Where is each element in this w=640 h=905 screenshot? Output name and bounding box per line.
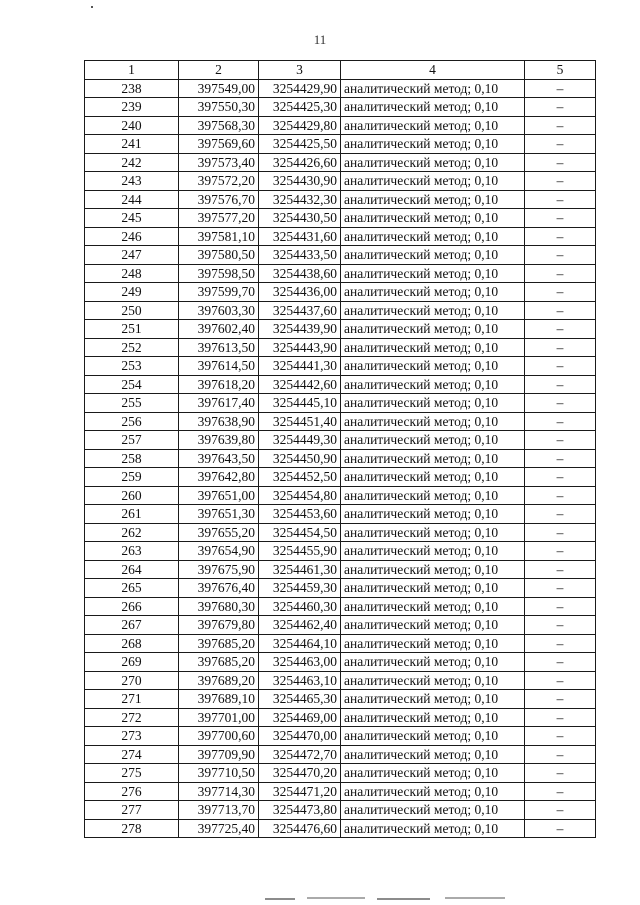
cell-y-coordinate: 3254430,90 xyxy=(259,172,341,191)
cell-point-number: 243 xyxy=(85,172,179,191)
table-row xyxy=(85,338,596,357)
cell-note: – xyxy=(525,616,596,635)
cell-y-coordinate: 3254454,80 xyxy=(259,486,341,505)
cell-point-number: 244 xyxy=(85,190,179,209)
cell-x-coordinate: 397602,40 xyxy=(179,320,259,339)
cell-method-accuracy: аналитический метод; 0,10 xyxy=(341,375,525,394)
cell-note: – xyxy=(525,116,596,135)
cell-note: – xyxy=(525,338,596,357)
cell-method-accuracy: аналитический метод; 0,10 xyxy=(341,79,525,98)
cell-x-coordinate: 397572,20 xyxy=(179,172,259,191)
cell-note: – xyxy=(525,431,596,450)
cell-x-coordinate: 397577,20 xyxy=(179,209,259,228)
cell-y-coordinate: 3254455,90 xyxy=(259,542,341,561)
cell-y-coordinate: 3254443,90 xyxy=(259,338,341,357)
cell-method-accuracy: аналитический метод; 0,10 xyxy=(341,98,525,117)
cell-point-number: 245 xyxy=(85,209,179,228)
cell-y-coordinate: 3254433,50 xyxy=(259,246,341,265)
table-row xyxy=(85,616,596,635)
cell-x-coordinate: 397685,20 xyxy=(179,653,259,672)
cell-method-accuracy: аналитический метод; 0,10 xyxy=(341,708,525,727)
cell-x-coordinate: 397643,50 xyxy=(179,449,259,468)
cell-x-coordinate: 397725,40 xyxy=(179,819,259,838)
cell-note: – xyxy=(525,782,596,801)
cell-method-accuracy: аналитический метод; 0,10 xyxy=(341,727,525,746)
cell-point-number: 261 xyxy=(85,505,179,524)
table-row xyxy=(85,209,596,228)
footer-scan-artifact xyxy=(255,893,515,901)
cell-note: – xyxy=(525,209,596,228)
cell-y-coordinate: 3254437,60 xyxy=(259,301,341,320)
cell-y-coordinate: 3254432,30 xyxy=(259,190,341,209)
cell-y-coordinate: 3254473,80 xyxy=(259,801,341,820)
cell-method-accuracy: аналитический метод; 0,10 xyxy=(341,135,525,154)
cell-method-accuracy: аналитический метод; 0,10 xyxy=(341,264,525,283)
cell-method-accuracy: аналитический метод; 0,10 xyxy=(341,505,525,524)
cell-note: – xyxy=(525,727,596,746)
cell-method-accuracy: аналитический метод; 0,10 xyxy=(341,320,525,339)
cell-y-coordinate: 3254472,70 xyxy=(259,745,341,764)
cell-point-number: 277 xyxy=(85,801,179,820)
table-row xyxy=(85,745,596,764)
table-row xyxy=(85,301,596,320)
cell-x-coordinate: 397689,10 xyxy=(179,690,259,709)
cell-y-coordinate: 3254442,60 xyxy=(259,375,341,394)
cell-x-coordinate: 397679,80 xyxy=(179,616,259,635)
cell-y-coordinate: 3254426,60 xyxy=(259,153,341,172)
cell-note: – xyxy=(525,560,596,579)
cell-method-accuracy: аналитический метод; 0,10 xyxy=(341,412,525,431)
table-row xyxy=(85,264,596,283)
cell-point-number: 262 xyxy=(85,523,179,542)
cell-note: – xyxy=(525,634,596,653)
table-row xyxy=(85,486,596,505)
table-row xyxy=(85,116,596,135)
cell-method-accuracy: аналитический метод; 0,10 xyxy=(341,523,525,542)
cell-method-accuracy: аналитический метод; 0,10 xyxy=(341,782,525,801)
cell-method-accuracy: аналитический метод; 0,10 xyxy=(341,357,525,376)
cell-point-number: 263 xyxy=(85,542,179,561)
cell-note: – xyxy=(525,542,596,561)
cell-y-coordinate: 3254464,10 xyxy=(259,634,341,653)
cell-y-coordinate: 3254459,30 xyxy=(259,579,341,598)
cell-point-number: 275 xyxy=(85,764,179,783)
cell-method-accuracy: аналитический метод; 0,10 xyxy=(341,801,525,820)
cell-method-accuracy: аналитический метод; 0,10 xyxy=(341,449,525,468)
cell-y-coordinate: 3254460,30 xyxy=(259,597,341,616)
cell-note: – xyxy=(525,468,596,487)
cell-x-coordinate: 397638,90 xyxy=(179,412,259,431)
column-header-1: 1 xyxy=(85,61,179,80)
column-header-4: 4 xyxy=(341,61,525,80)
cell-y-coordinate: 3254463,00 xyxy=(259,653,341,672)
cell-x-coordinate: 397550,30 xyxy=(179,98,259,117)
cell-method-accuracy: аналитический метод; 0,10 xyxy=(341,209,525,228)
cell-method-accuracy: аналитический метод; 0,10 xyxy=(341,745,525,764)
cell-x-coordinate: 397655,20 xyxy=(179,523,259,542)
cell-note: – xyxy=(525,412,596,431)
cell-point-number: 264 xyxy=(85,560,179,579)
cell-method-accuracy: аналитический метод; 0,10 xyxy=(341,764,525,783)
cell-point-number: 265 xyxy=(85,579,179,598)
cell-y-coordinate: 3254462,40 xyxy=(259,616,341,635)
cell-note: – xyxy=(525,283,596,302)
cell-y-coordinate: 3254449,30 xyxy=(259,431,341,450)
table-row xyxy=(85,190,596,209)
cell-y-coordinate: 3254451,40 xyxy=(259,412,341,431)
cell-y-coordinate: 3254450,90 xyxy=(259,449,341,468)
cell-point-number: 271 xyxy=(85,690,179,709)
table-row xyxy=(85,431,596,450)
cell-note: – xyxy=(525,135,596,154)
cell-note: – xyxy=(525,597,596,616)
cell-note: – xyxy=(525,190,596,209)
table-row xyxy=(85,671,596,690)
table-row xyxy=(85,246,596,265)
cell-point-number: 257 xyxy=(85,431,179,450)
table-row xyxy=(85,79,596,98)
column-header-2: 2 xyxy=(179,61,259,80)
cell-method-accuracy: аналитический метод; 0,10 xyxy=(341,153,525,172)
cell-method-accuracy: аналитический метод; 0,10 xyxy=(341,486,525,505)
cell-point-number: 267 xyxy=(85,616,179,635)
cell-x-coordinate: 397676,40 xyxy=(179,579,259,598)
cell-note: – xyxy=(525,264,596,283)
cell-x-coordinate: 397701,00 xyxy=(179,708,259,727)
cell-y-coordinate: 3254470,20 xyxy=(259,764,341,783)
cell-method-accuracy: аналитический метод; 0,10 xyxy=(341,227,525,246)
cell-x-coordinate: 397580,50 xyxy=(179,246,259,265)
cell-x-coordinate: 397549,00 xyxy=(179,79,259,98)
cell-point-number: 276 xyxy=(85,782,179,801)
column-header-3: 3 xyxy=(259,61,341,80)
table-row xyxy=(85,449,596,468)
table-row xyxy=(85,412,596,431)
cell-note: – xyxy=(525,320,596,339)
cell-method-accuracy: аналитический метод; 0,10 xyxy=(341,283,525,302)
cell-point-number: 247 xyxy=(85,246,179,265)
cell-y-coordinate: 3254463,10 xyxy=(259,671,341,690)
table-row xyxy=(85,708,596,727)
table-row xyxy=(85,153,596,172)
cell-note: – xyxy=(525,301,596,320)
cell-point-number: 238 xyxy=(85,79,179,98)
cell-point-number: 250 xyxy=(85,301,179,320)
table-row xyxy=(85,468,596,487)
table-body xyxy=(85,79,596,838)
cell-method-accuracy: аналитический метод; 0,10 xyxy=(341,597,525,616)
cell-point-number: 253 xyxy=(85,357,179,376)
table-row xyxy=(85,634,596,653)
cell-point-number: 270 xyxy=(85,671,179,690)
cell-note: – xyxy=(525,394,596,413)
cell-method-accuracy: аналитический метод; 0,10 xyxy=(341,190,525,209)
cell-point-number: 274 xyxy=(85,745,179,764)
cell-x-coordinate: 397569,60 xyxy=(179,135,259,154)
cell-note: – xyxy=(525,357,596,376)
cell-x-coordinate: 397651,30 xyxy=(179,505,259,524)
cell-note: – xyxy=(525,227,596,246)
cell-method-accuracy: аналитический метод; 0,10 xyxy=(341,579,525,598)
cell-y-coordinate: 3254438,60 xyxy=(259,264,341,283)
cell-point-number: 272 xyxy=(85,708,179,727)
cell-method-accuracy: аналитический метод; 0,10 xyxy=(341,431,525,450)
cell-point-number: 256 xyxy=(85,412,179,431)
cell-method-accuracy: аналитический метод; 0,10 xyxy=(341,301,525,320)
cell-point-number: 246 xyxy=(85,227,179,246)
table-row xyxy=(85,542,596,561)
cell-point-number: 248 xyxy=(85,264,179,283)
cell-note: – xyxy=(525,79,596,98)
cell-method-accuracy: аналитический метод; 0,10 xyxy=(341,819,525,838)
cell-x-coordinate: 397598,50 xyxy=(179,264,259,283)
cell-x-coordinate: 397642,80 xyxy=(179,468,259,487)
table-row xyxy=(85,227,596,246)
table-row xyxy=(85,560,596,579)
coordinates-table xyxy=(84,60,596,838)
cell-x-coordinate: 397700,60 xyxy=(179,727,259,746)
cell-point-number: 278 xyxy=(85,819,179,838)
cell-y-coordinate: 3254431,60 xyxy=(259,227,341,246)
cell-note: – xyxy=(525,579,596,598)
table-row xyxy=(85,172,596,191)
cell-note: – xyxy=(525,819,596,838)
cell-point-number: 241 xyxy=(85,135,179,154)
table-row xyxy=(85,375,596,394)
table-row xyxy=(85,764,596,783)
cell-point-number: 273 xyxy=(85,727,179,746)
table-header-row xyxy=(85,61,596,80)
cell-x-coordinate: 397568,30 xyxy=(179,116,259,135)
table-row xyxy=(85,653,596,672)
cell-y-coordinate: 3254425,30 xyxy=(259,98,341,117)
cell-method-accuracy: аналитический метод; 0,10 xyxy=(341,172,525,191)
cell-point-number: 240 xyxy=(85,116,179,135)
cell-x-coordinate: 397618,20 xyxy=(179,375,259,394)
cell-point-number: 266 xyxy=(85,597,179,616)
cell-note: – xyxy=(525,653,596,672)
cell-method-accuracy: аналитический метод; 0,10 xyxy=(341,616,525,635)
cell-x-coordinate: 397689,20 xyxy=(179,671,259,690)
table-row xyxy=(85,597,596,616)
table-row xyxy=(85,135,596,154)
cell-point-number: 249 xyxy=(85,283,179,302)
page-number: 11 xyxy=(313,32,327,47)
cell-method-accuracy: аналитический метод; 0,10 xyxy=(341,394,525,413)
cell-y-coordinate: 3254439,90 xyxy=(259,320,341,339)
table-row xyxy=(85,357,596,376)
cell-method-accuracy: аналитический метод; 0,10 xyxy=(341,246,525,265)
cell-y-coordinate: 3254469,00 xyxy=(259,708,341,727)
cell-x-coordinate: 397714,30 xyxy=(179,782,259,801)
cell-point-number: 269 xyxy=(85,653,179,672)
cell-note: – xyxy=(525,153,596,172)
cell-y-coordinate: 3254465,30 xyxy=(259,690,341,709)
cell-point-number: 260 xyxy=(85,486,179,505)
cell-note: – xyxy=(525,449,596,468)
table-row xyxy=(85,801,596,820)
cell-x-coordinate: 397709,90 xyxy=(179,745,259,764)
cell-y-coordinate: 3254453,60 xyxy=(259,505,341,524)
cell-note: – xyxy=(525,98,596,117)
cell-note: – xyxy=(525,745,596,764)
cell-point-number: 259 xyxy=(85,468,179,487)
cell-x-coordinate: 397573,40 xyxy=(179,153,259,172)
cell-point-number: 242 xyxy=(85,153,179,172)
cell-method-accuracy: аналитический метод; 0,10 xyxy=(341,671,525,690)
cell-note: – xyxy=(525,505,596,524)
cell-method-accuracy: аналитический метод; 0,10 xyxy=(341,338,525,357)
cell-note: – xyxy=(525,246,596,265)
cell-y-coordinate: 3254436,00 xyxy=(259,283,341,302)
cell-y-coordinate: 3254430,50 xyxy=(259,209,341,228)
cell-method-accuracy: аналитический метод; 0,10 xyxy=(341,542,525,561)
cell-point-number: 268 xyxy=(85,634,179,653)
cell-y-coordinate: 3254445,10 xyxy=(259,394,341,413)
cell-note: – xyxy=(525,708,596,727)
cell-y-coordinate: 3254452,50 xyxy=(259,468,341,487)
cell-note: – xyxy=(525,690,596,709)
cell-note: – xyxy=(525,375,596,394)
cell-note: – xyxy=(525,486,596,505)
cell-x-coordinate: 397617,40 xyxy=(179,394,259,413)
cell-note: – xyxy=(525,801,596,820)
table-row xyxy=(85,782,596,801)
cell-y-coordinate: 3254454,50 xyxy=(259,523,341,542)
cell-method-accuracy: аналитический метод; 0,10 xyxy=(341,690,525,709)
scan-speck xyxy=(91,6,93,8)
cell-x-coordinate: 397651,00 xyxy=(179,486,259,505)
cell-method-accuracy: аналитический метод; 0,10 xyxy=(341,634,525,653)
cell-point-number: 239 xyxy=(85,98,179,117)
cell-x-coordinate: 397614,50 xyxy=(179,357,259,376)
cell-x-coordinate: 397680,30 xyxy=(179,597,259,616)
cell-y-coordinate: 3254476,60 xyxy=(259,819,341,838)
cell-x-coordinate: 397613,50 xyxy=(179,338,259,357)
table-row xyxy=(85,690,596,709)
table-row xyxy=(85,505,596,524)
cell-method-accuracy: аналитический метод; 0,10 xyxy=(341,468,525,487)
table-row xyxy=(85,98,596,117)
cell-x-coordinate: 397713,70 xyxy=(179,801,259,820)
cell-x-coordinate: 397710,50 xyxy=(179,764,259,783)
cell-x-coordinate: 397654,90 xyxy=(179,542,259,561)
cell-method-accuracy: аналитический метод; 0,10 xyxy=(341,560,525,579)
cell-note: – xyxy=(525,671,596,690)
cell-x-coordinate: 397685,20 xyxy=(179,634,259,653)
cell-note: – xyxy=(525,172,596,191)
table-row xyxy=(85,283,596,302)
cell-point-number: 252 xyxy=(85,338,179,357)
table-row xyxy=(85,819,596,838)
table-row xyxy=(85,727,596,746)
table-row xyxy=(85,579,596,598)
cell-y-coordinate: 3254441,30 xyxy=(259,357,341,376)
cell-x-coordinate: 397603,30 xyxy=(179,301,259,320)
cell-y-coordinate: 3254425,50 xyxy=(259,135,341,154)
cell-x-coordinate: 397581,10 xyxy=(179,227,259,246)
cell-point-number: 251 xyxy=(85,320,179,339)
cell-x-coordinate: 397576,70 xyxy=(179,190,259,209)
cell-x-coordinate: 397639,80 xyxy=(179,431,259,450)
cell-x-coordinate: 397599,70 xyxy=(179,283,259,302)
cell-method-accuracy: аналитический метод; 0,10 xyxy=(341,116,525,135)
column-header-5: 5 xyxy=(525,61,596,80)
cell-y-coordinate: 3254429,80 xyxy=(259,116,341,135)
cell-y-coordinate: 3254471,20 xyxy=(259,782,341,801)
cell-x-coordinate: 397675,90 xyxy=(179,560,259,579)
cell-y-coordinate: 3254470,00 xyxy=(259,727,341,746)
table-row xyxy=(85,523,596,542)
cell-y-coordinate: 3254429,90 xyxy=(259,79,341,98)
table-row xyxy=(85,394,596,413)
cell-point-number: 254 xyxy=(85,375,179,394)
cell-point-number: 255 xyxy=(85,394,179,413)
cell-method-accuracy: аналитический метод; 0,10 xyxy=(341,653,525,672)
cell-note: – xyxy=(525,523,596,542)
table-row xyxy=(85,320,596,339)
cell-point-number: 258 xyxy=(85,449,179,468)
cell-y-coordinate: 3254461,30 xyxy=(259,560,341,579)
cell-note: – xyxy=(525,764,596,783)
